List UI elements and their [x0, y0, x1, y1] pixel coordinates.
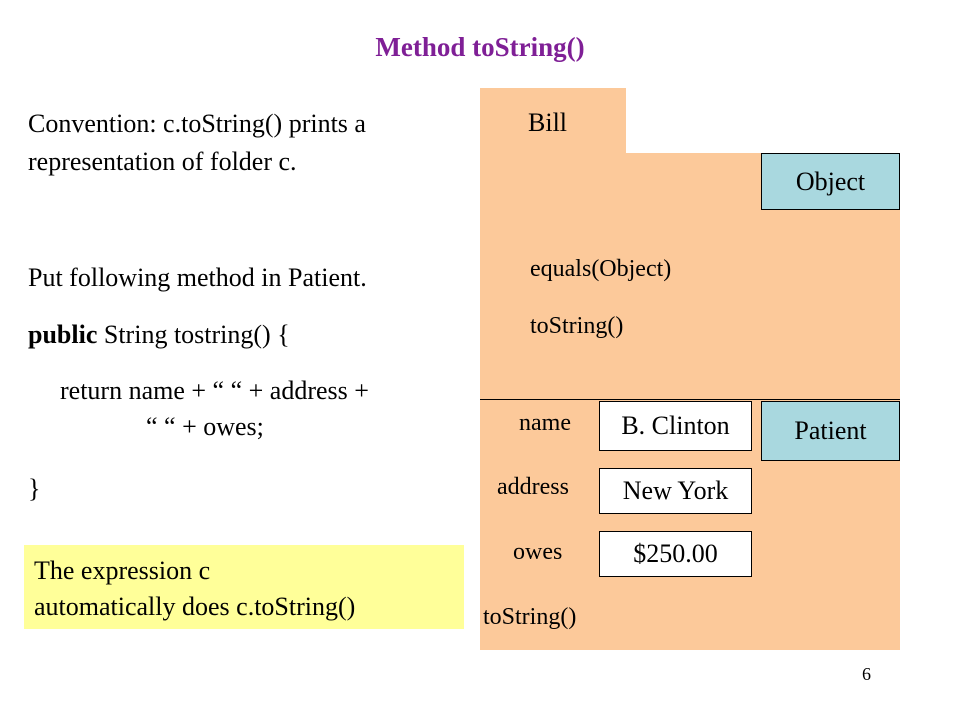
folder-tab-label: Bill [528, 108, 568, 137]
convention-line-1: Convention: c.toString() prints a [28, 109, 366, 138]
note-line-2: automatically does c.toString() [34, 592, 356, 621]
field-name-value: B. Clinton [599, 401, 752, 451]
object-class-label: Object [761, 153, 900, 210]
partition-divider [480, 399, 900, 400]
field-name-label: name [519, 410, 571, 436]
field-owes-label: owes [513, 539, 563, 565]
code-return-line-2: “ “ + owes; [146, 412, 264, 441]
code-close-brace: } [28, 474, 41, 503]
code-keyword-public: public [28, 320, 98, 349]
patient-class-label: Patient [761, 401, 900, 461]
code-return-line-1: return name + “ “ + address + [60, 376, 369, 405]
convention-line-2: representation of folder c. [28, 147, 297, 176]
page-number: 6 [862, 664, 871, 684]
object-method-tostring: toString() [530, 313, 624, 339]
patient-method-tostring: toString() [483, 604, 577, 630]
put-method-line: Put following method in Patient. [28, 263, 367, 292]
code-signature-line [28, 317, 290, 353]
note-line-1: The expression c [34, 556, 211, 585]
slide-title: Method toString() [375, 32, 585, 62]
field-address-label: address [497, 474, 569, 500]
field-owes-value: $250.00 [599, 531, 752, 577]
field-address-value: New York [599, 468, 752, 514]
code-signature: String tostring() { [97, 320, 290, 349]
object-method-equals: equals(Object) [530, 256, 672, 282]
